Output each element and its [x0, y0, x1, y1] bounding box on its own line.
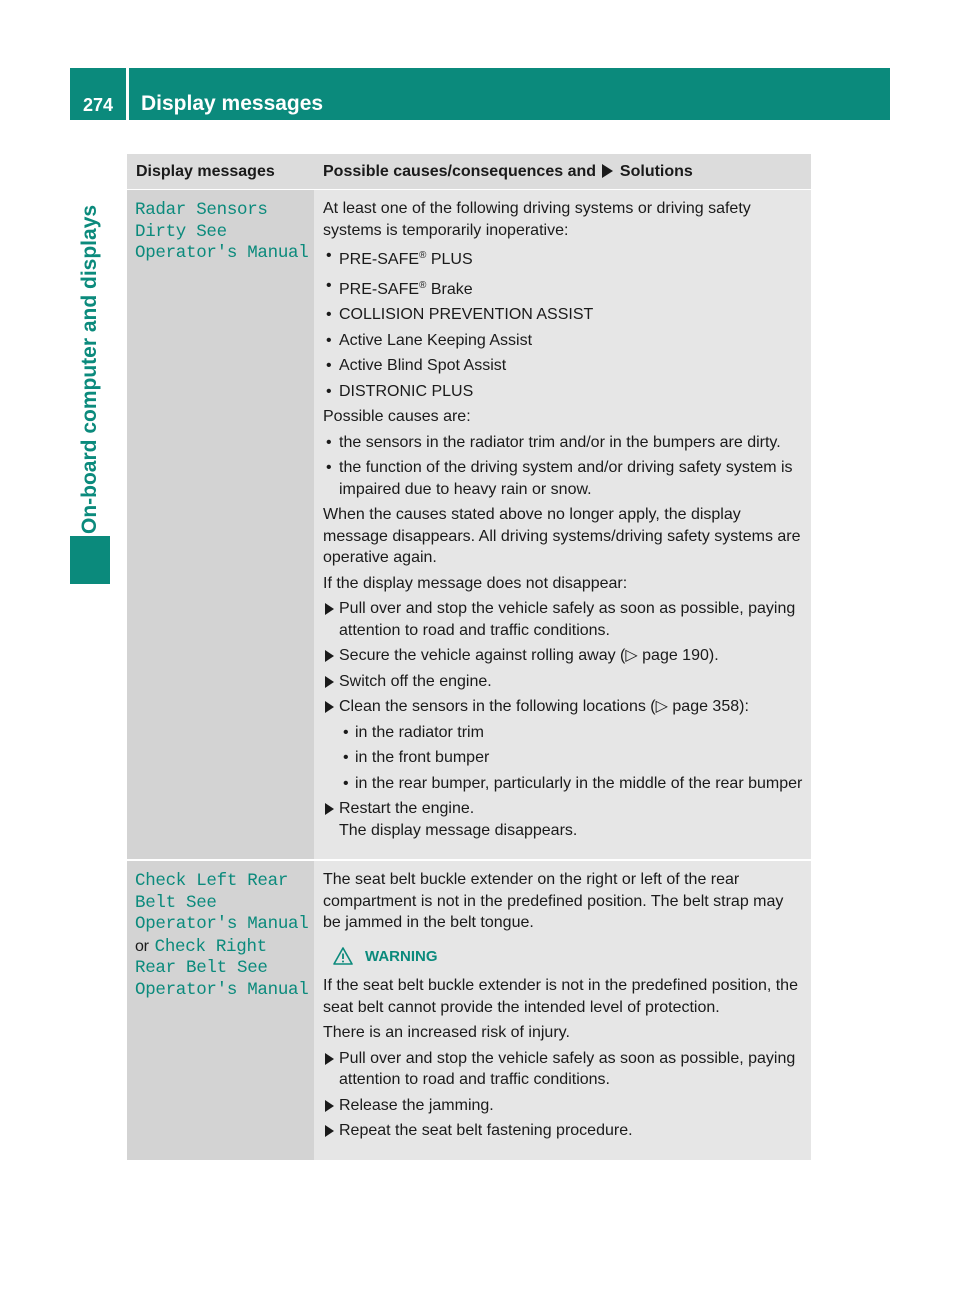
- table-row: [127, 190, 811, 861]
- warning-triangle-icon: [333, 947, 353, 965]
- or-word: or: [135, 937, 149, 955]
- display-message-line: Dirty See: [135, 221, 227, 242]
- step-item: Repeat the seat belt fastening procedure.: [323, 1120, 805, 1142]
- warning-heading: [333, 946, 805, 968]
- step-item: Restart the engine. The display message disappears.: [323, 798, 805, 841]
- step-item: Clean the sensors in the following locations (▷ page 358):: [323, 696, 805, 718]
- warning-text: If the seat belt buckle extender is not in the predefined position, the seat belt cannot provide the intended level of protection.: [323, 977, 798, 1016]
- list-item: • the function of the driving system and/or driving safety system is impaired due to heavy rain or snow.: [323, 457, 805, 500]
- display-messages-table: [127, 154, 811, 1162]
- column-header-prefix: Possible causes/consequences and: [323, 163, 597, 180]
- warning-label: WARNING: [365, 947, 438, 965]
- list-item: • COLLISION PREVENTION ASSIST: [323, 304, 805, 326]
- risk-text: There is an increased risk of injury.: [323, 1024, 570, 1041]
- column-header-display-messages: Display messages: [136, 163, 275, 180]
- sub-list-item: • in the radiator trim: [323, 722, 805, 744]
- step-item: Secure the vehicle against rolling away (▷ page 190).: [323, 645, 805, 667]
- display-message-line: Belt See: [135, 892, 217, 913]
- header-divider: [126, 68, 129, 120]
- step-item: Release the jamming.: [323, 1095, 805, 1117]
- list-item: • PRE-SAFE® PLUS: [323, 245, 805, 271]
- column-header-suffix: Solutions: [619, 163, 693, 180]
- intro-text: The seat belt buckle extender on the right or left of the rear compartment is not in the predefined position. The belt strap may be jammed in the belt tongue.: [323, 871, 784, 931]
- page-ref-icon: ▷: [625, 647, 638, 664]
- display-message-cell: [127, 861, 314, 1160]
- step-item: Pull over and stop the vehicle safely as soon as possible, paying attention to road and traffic conditions.: [323, 598, 805, 641]
- display-message-line: or Check Right: [135, 936, 267, 957]
- table-row: [127, 861, 811, 1162]
- list-item: • the sensors in the radiator trim and/or in the bumpers are dirty.: [323, 432, 805, 454]
- note-text: When the causes stated above no longer apply, the display message disappears. All driving systems/driving safety systems are operative again.: [323, 506, 801, 566]
- list-item: • Active Lane Keeping Assist: [323, 330, 805, 352]
- display-message-line: Radar Sensors: [135, 200, 268, 220]
- sub-list-item: • in the front bumper: [323, 747, 805, 769]
- solutions-cell: [314, 861, 811, 1160]
- table-header-row: [127, 154, 811, 190]
- column-header-solutions: [314, 154, 811, 189]
- solution-arrow-icon: [602, 164, 613, 178]
- step-item: Switch off the engine.: [323, 671, 805, 693]
- list-item: • PRE-SAFE® Brake: [323, 275, 805, 301]
- if-label: If the display message does not disappear:: [323, 574, 628, 592]
- page-ref-icon: ▷: [655, 698, 668, 715]
- display-message-line: Check Left Rear: [135, 871, 289, 891]
- page-reference-link: page 358):: [672, 698, 749, 715]
- page-title: Display messages: [141, 92, 324, 115]
- chapter-side-label: On-board computer and displays: [78, 204, 101, 534]
- causes-label: Possible causes are:: [323, 408, 471, 425]
- page-number: 274: [82, 95, 114, 115]
- page-reference-link: page 190).: [642, 647, 719, 664]
- solutions-cell: [314, 190, 811, 859]
- display-message-line: Operator's Manual: [135, 243, 309, 263]
- side-tab-marker: [70, 536, 110, 584]
- display-message-line: Rear Belt See: [135, 958, 268, 978]
- list-item: • Active Blind Spot Assist: [323, 355, 805, 377]
- step-result: The display message disappears.: [339, 821, 578, 839]
- intro-text: At least one of the following driving systems or driving safety systems is temporarily inoperative:: [323, 200, 751, 239]
- display-message-line: Operator's Manual: [135, 979, 309, 1000]
- sub-list-item: • in the rear bumper, particularly in the middle of the rear bumper: [323, 773, 805, 795]
- list-item: • DISTRONIC PLUS: [323, 381, 805, 403]
- display-message-cell: [127, 190, 314, 859]
- step-item: Pull over and stop the vehicle safely as soon as possible, paying attention to road and traffic conditions.: [323, 1048, 805, 1091]
- display-message-line: Operator's Manual: [135, 914, 309, 934]
